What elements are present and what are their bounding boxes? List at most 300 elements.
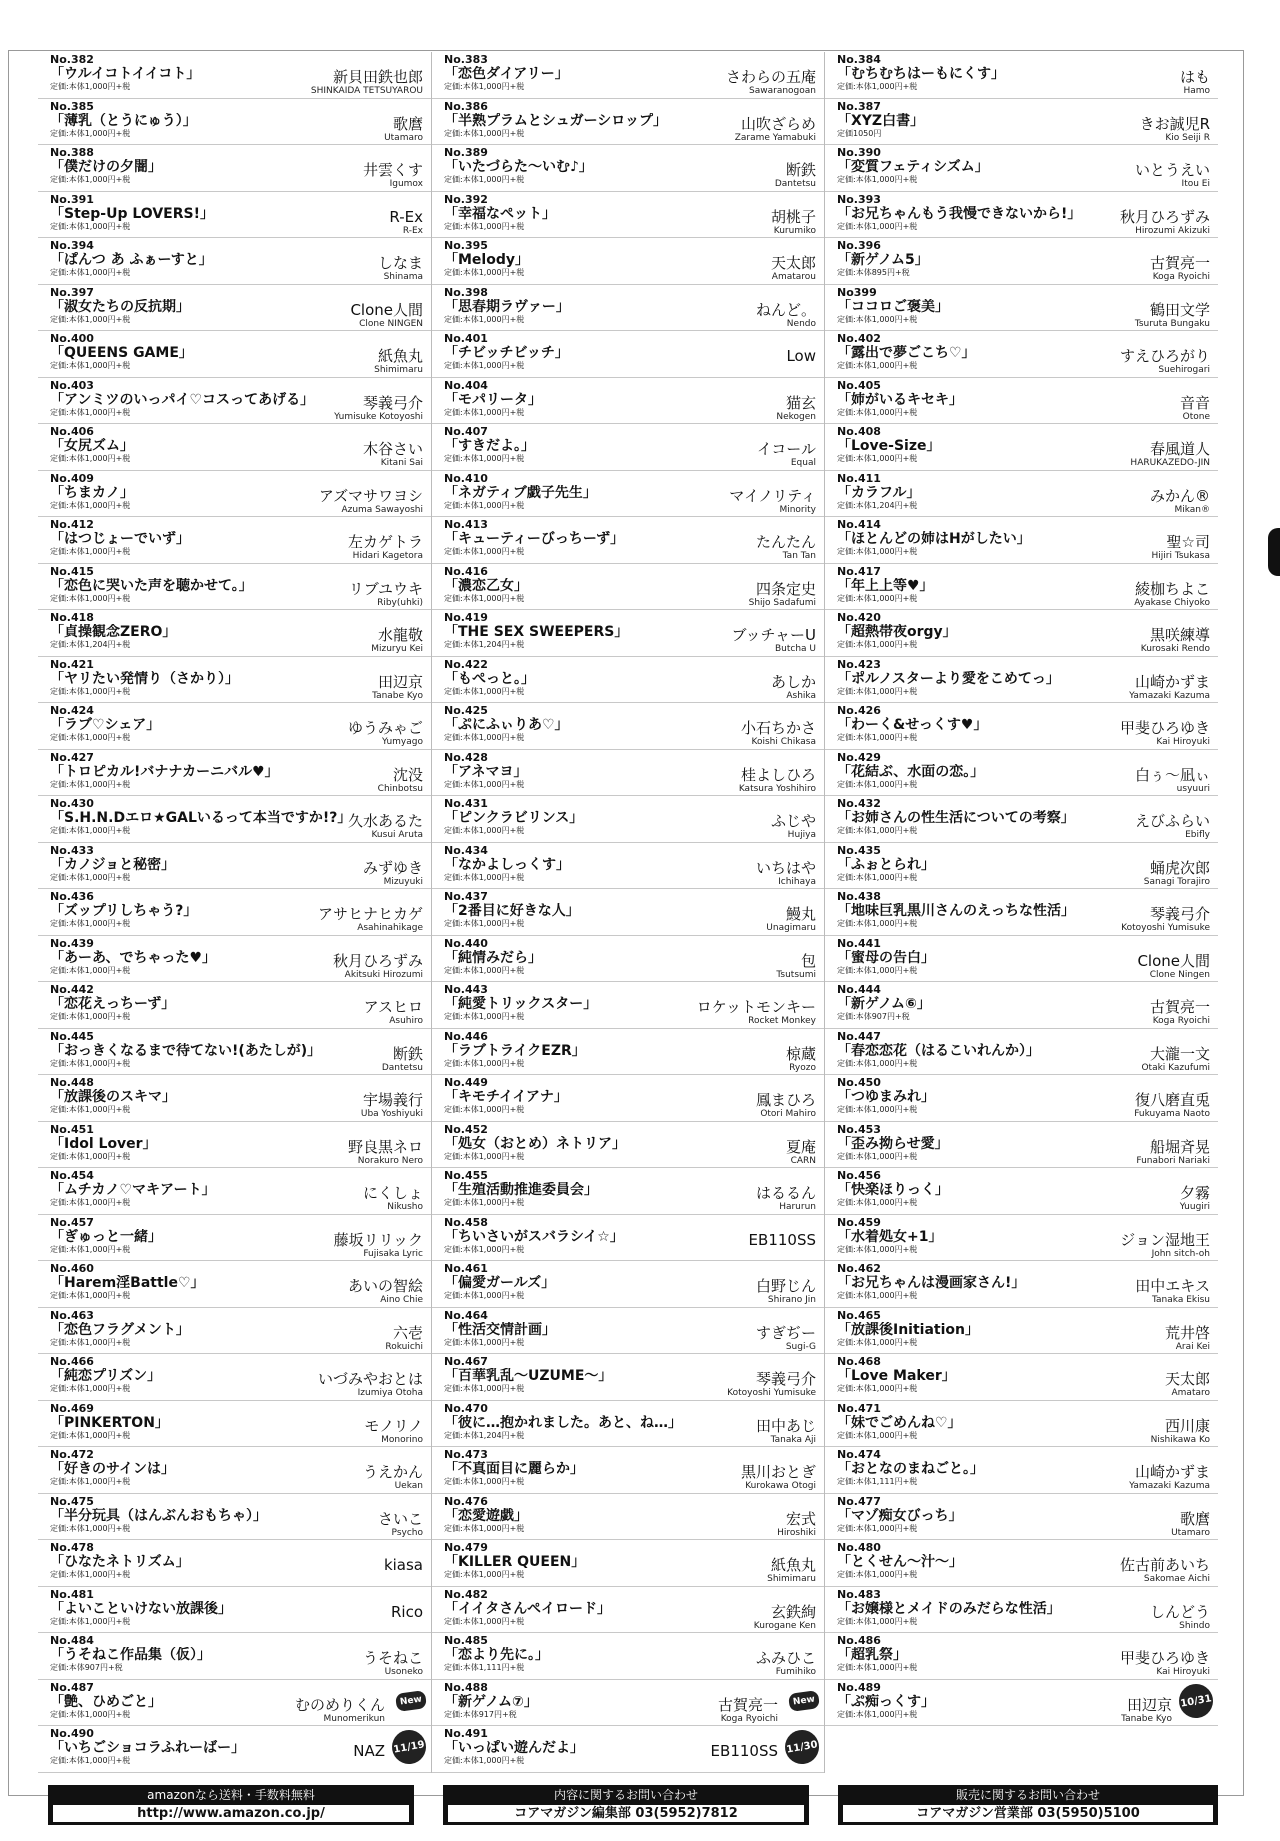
entry-price: 定価:本体895円+税 [837, 268, 910, 277]
entry-author-romaji: Otaki Kazufumi [1141, 1062, 1210, 1073]
entry-author: しなま [377, 254, 423, 272]
entry-price: 定価:本体1,000円+税 [837, 1430, 918, 1440]
entry-number: No.465 [837, 1308, 881, 1322]
entry-number: No.384 [837, 53, 881, 66]
entry-author-romaji: Zarame Yamabuki [734, 132, 816, 143]
entry-author-romaji: Rocket Monkey [748, 1016, 816, 1026]
entry-title: 「花結ぶ、水面の恋。」 [837, 763, 985, 780]
entry-author: 秋月ひろずみ [1119, 207, 1210, 226]
catalog-entry [38, 750, 431, 797]
entry-author: 小石ちかさ [740, 719, 816, 737]
catalog-entry [825, 750, 1218, 797]
entry-title: 「ひなたネトリズム」 [50, 1554, 190, 1570]
entry-author: R-Ex [389, 207, 423, 226]
entry-title: 「ぷ痴っくす」 [837, 1693, 935, 1710]
entry-author-romaji: Hiroshiki [777, 1527, 816, 1538]
entry-price: 定価:本体1,000円+税 [50, 1709, 131, 1719]
entry-author-romaji: Munomerikun [323, 1713, 385, 1724]
entry-title: 「アネマヨ」 [444, 763, 528, 780]
entry-title: 「生殖活動推進委員会」 [444, 1182, 598, 1198]
catalog-entry [38, 1401, 431, 1448]
entry-author: 復八磨直兎 [1134, 1091, 1210, 1109]
catalog-entry [825, 1215, 1218, 1262]
entry-author: えびふらい [1134, 812, 1210, 830]
entry-author: 木谷さい [362, 440, 423, 458]
entry-author: 水龍敬 [377, 626, 423, 644]
entry-author-romaji: Hirozumi Akizuki [1135, 225, 1210, 236]
footer-sales-contact: コアマガジン営業部 03(5950)5100 [843, 1805, 1213, 1822]
entry-title: 「ポルノスターより愛をこめてっ」 [837, 670, 1060, 687]
entry-author: 猫玄 [785, 393, 816, 412]
entry-price: 定価:本体1,000円+税 [444, 361, 525, 370]
entry-author: あいの智絵 [347, 1277, 423, 1295]
entry-number: No.403 [50, 378, 94, 392]
entry-number: No.389 [444, 146, 488, 159]
entry-author: ブッチャーU [731, 626, 816, 644]
entry-author-romaji: Yuugiri [1179, 1202, 1210, 1212]
entry-author-romaji: Arai Kei [1175, 1341, 1210, 1352]
entry-author: ふみひこ [755, 1649, 816, 1667]
catalog-entry [432, 1494, 824, 1541]
entry-price: 定価:本体1,000円+税 [50, 1570, 131, 1579]
entry-title: 「KILLER QUEEN」 [444, 1554, 586, 1570]
entry-price: 定価:本体1,000円+税 [837, 1058, 918, 1068]
entry-number: No.412 [50, 518, 94, 531]
entry-title: 「超熱帯夜orgy」 [837, 624, 957, 640]
entry-author: 船堀斉晃 [1149, 1137, 1210, 1156]
entry-price: 定価:本体1,000円+税 [50, 1523, 131, 1533]
entry-title: 「ズップリしちゃう?」 [50, 903, 198, 919]
entry-title: 「新ゲノム5」 [837, 252, 929, 268]
entry-author: 甲斐ひろゆき [1119, 1649, 1210, 1667]
entry-title: 「好きのサインは」 [50, 1461, 176, 1477]
entry-number: No.429 [837, 750, 881, 764]
release-badge: 10/31 [1176, 1681, 1215, 1720]
catalog-entry [825, 378, 1218, 425]
entry-number: No.426 [837, 704, 881, 717]
entry-title: 「ふぉとられ」 [837, 856, 935, 873]
entry-title: 「蜜母の告白」 [837, 949, 935, 966]
entry-number: No.482 [444, 1587, 488, 1601]
entry-price: 定価:本体1,000円+税 [444, 1756, 525, 1765]
entry-author: EB110SS [748, 1230, 816, 1249]
entry-number: No.445 [50, 1029, 94, 1043]
entry-price: 定価:本体1,000円+税 [50, 1430, 131, 1440]
entry-price: 定価:本体1,000円+税 [50, 361, 131, 370]
entry-number: No.475 [50, 1494, 94, 1508]
footer [48, 1785, 1218, 1825]
entry-number: No.453 [837, 1122, 881, 1136]
entry-number: No.397 [50, 285, 94, 299]
entry-price: 定価:本体1,000円+税 [444, 872, 525, 882]
entry-author: アスヒロ [363, 998, 423, 1016]
entry-number: No.468 [837, 1355, 881, 1368]
entry-number: No.488 [444, 1680, 488, 1694]
entry-author-romaji: Ashika [786, 690, 816, 701]
entry-price: 定価:本体1,000円+税 [837, 221, 918, 231]
entry-author-romaji: Sakomae Aichi [1143, 1574, 1210, 1584]
entry-number: No.483 [837, 1587, 881, 1601]
entry-author-romaji: Ebifly [1185, 830, 1210, 840]
entry-number: No.396 [837, 239, 881, 252]
entry-number: No.457 [50, 1215, 94, 1229]
entry-price: 定価:本体1,000円+税 [444, 1151, 525, 1161]
catalog-entry [825, 99, 1218, 146]
entry-title: 「ココロご褒美」 [837, 298, 949, 315]
entry-price: 定価:本体1,204円+税 [444, 640, 525, 649]
catalog-entry [825, 192, 1218, 239]
entry-title: 「恋花えっちーず」 [50, 996, 176, 1012]
entry-number: No.404 [444, 378, 488, 392]
entry-author-romaji: Sugi-G [785, 1341, 816, 1352]
entry-author-romaji: Mikan® [1174, 504, 1210, 515]
catalog-entry [825, 145, 1218, 192]
entry-title: 「ムチカノ♡マキアート」 [50, 1182, 216, 1198]
entry-price: 定価:本体1,000円+税 [837, 1244, 918, 1254]
entry-price: 定価:本体1,111円+税 [837, 1477, 918, 1486]
entry-price: 定価:本体1,000円+税 [444, 965, 525, 975]
entry-price: 定価:本体1,000円+税 [50, 1198, 131, 1207]
entry-number: No.473 [444, 1448, 488, 1461]
entry-number: No.415 [50, 564, 94, 578]
entry-price: 定価:本体1,000円+税 [50, 407, 131, 417]
catalog-entry [825, 564, 1218, 611]
entry-author-romaji: Suehirogari [1158, 365, 1210, 375]
entry-price: 定価:本体1,000円+税 [837, 1337, 918, 1347]
entry-number: No.401 [444, 332, 488, 345]
entry-title: 「水着処女+1」 [837, 1228, 943, 1245]
entry-number: No.392 [444, 192, 488, 206]
catalog-entry [432, 1122, 824, 1169]
catalog-entry [432, 1168, 824, 1215]
entry-price: 定価:本体1,000円+税 [444, 221, 525, 231]
entry-title: 「つゆまみれ」 [837, 1089, 935, 1105]
entry-author: きお誠児R [1139, 114, 1210, 133]
entry-price: 定価:本体1,000円+税 [444, 1291, 525, 1300]
entry-title: 「わーく&せっくす♥」 [837, 717, 988, 733]
entry-price: 定価:本体1,000円+税 [837, 919, 918, 928]
entry-price: 定価:本体1,000円+税 [50, 1291, 131, 1300]
catalog-entry [825, 424, 1218, 471]
entry-author: 夏庵 [785, 1137, 816, 1156]
entry-author-romaji: Akitsuki Hirozumi [344, 969, 423, 980]
release-badge: 11/30 [782, 1727, 821, 1766]
entry-price: 定価:本体1,000円+税 [50, 826, 131, 835]
entry-price: 定価:本体1,000円+税 [444, 407, 525, 417]
footer-amazon [48, 1785, 414, 1825]
entry-author-romaji: Mizuyuki [383, 876, 423, 887]
entry-author-romaji: Koishi Chikasa [751, 737, 816, 747]
entry-author-romaji: Ayakase Chiyoko [1134, 597, 1210, 608]
entry-author: いづみやおとは [317, 1370, 423, 1388]
entry-author: 琴義弓介 [1149, 905, 1210, 923]
entry-number: No.439 [50, 936, 94, 950]
entry-author-romaji: Utamaro [1171, 1527, 1210, 1538]
entry-number: No.487 [50, 1680, 94, 1694]
catalog-entry [432, 1447, 824, 1494]
entry-author-romaji: Fujisaka Lyric [363, 1248, 423, 1259]
catalog-entry [38, 657, 431, 704]
entry-title: 「すきだよ。」 [444, 438, 535, 454]
entry-title: 「Idol Lover」 [50, 1135, 157, 1152]
entry-author-romaji: Kurumiko [773, 225, 816, 236]
entry-author: はも [1179, 68, 1210, 86]
entry-title: 「女尻ズム」 [50, 438, 134, 454]
entry-author-romaji: Funabori Nariaki [1136, 1155, 1210, 1166]
entry-price: 定価:本体1,000円+税 [837, 593, 918, 603]
catalog-entry [825, 1447, 1218, 1494]
catalog-entry [38, 192, 431, 239]
entry-author: Rico [390, 1602, 423, 1621]
entry-author: 白野じん [755, 1277, 816, 1295]
entry-price: 定価:本体1,000円+税 [50, 221, 131, 231]
entry-title: 「百華乳乱〜UZUME〜」 [444, 1368, 613, 1384]
catalog-entry [825, 52, 1218, 99]
entry-author: 佐古前あいち [1119, 1556, 1210, 1574]
entry-author-romaji: Igumox [389, 179, 423, 189]
entry-author: 山吹ざらめ [740, 114, 816, 133]
entry-author-romaji: Kurokawa Otogi [745, 1481, 816, 1491]
entry-title: 「恋愛遊戯」 [444, 1507, 528, 1524]
entry-price: 定価:本体1,204円+税 [50, 640, 131, 649]
entry-author-romaji: Hamo [1183, 86, 1210, 96]
entry-author-romaji: Rokuichi [385, 1341, 423, 1352]
entry-author-romaji: Amataro [1171, 1388, 1210, 1398]
entry-title: 「お兄ちゃんもう我慢できないから!」 [837, 205, 1082, 222]
entry-title: 「アンミツのいっパイ♡コスってあげる」 [50, 391, 315, 408]
entry-price: 定価:本体1,000円+税 [50, 175, 131, 184]
catalog-entry [825, 1308, 1218, 1355]
entry-author-romaji: Butcha U [774, 644, 816, 654]
entry-title: 「歪み拗らせ愛」 [837, 1135, 949, 1152]
catalog-entry [825, 1540, 1218, 1587]
catalog-entry [432, 471, 824, 518]
entry-number: No.440 [444, 936, 488, 950]
catalog-entry [432, 192, 824, 239]
entry-number: No.462 [837, 1262, 881, 1275]
entry-price: 定価:本体1,000円+税 [50, 919, 131, 928]
entry-title: 「思春期ラヴァー」 [444, 298, 570, 315]
entry-title: 「マゾ痴女びっち」 [837, 1507, 963, 1524]
entry-author-romaji: Yamazaki Kazuma [1129, 1481, 1210, 1491]
entry-author: みずゆき [362, 858, 423, 877]
entry-author-romaji: Minority [779, 504, 816, 515]
catalog-entry [825, 1122, 1218, 1169]
entry-title: 「放課後のスキマ」 [50, 1089, 176, 1105]
entry-author-romaji: Otori Mahiro [760, 1109, 816, 1119]
entry-title: 「XYZ白書」 [837, 112, 925, 129]
page-edge-tab [1268, 528, 1280, 576]
entry-author-romaji: Ichihaya [778, 876, 816, 887]
entry-number: No.437 [444, 890, 488, 903]
entry-number: No.443 [444, 983, 488, 996]
entry-price: 定価:本体907円+税 [50, 1663, 123, 1672]
entry-author-romaji: Tsutsumi [776, 969, 816, 980]
entry-number: No.464 [444, 1308, 488, 1322]
catalog-entry [432, 1308, 824, 1355]
entry-price: 定価:本体1,000円+税 [50, 965, 131, 975]
entry-price: 定価:本体1,000円+税 [444, 1616, 525, 1626]
entry-price: 定価:本体1,000円+税 [50, 500, 131, 510]
entry-author: 黒咲練導 [1149, 626, 1210, 644]
entry-price: 定価:本体1,000円+税 [50, 1151, 131, 1161]
footer-editorial [443, 1785, 809, 1825]
entry-title: 「S.H.N.Dエロ★GALいるって本当ですか!?」 [50, 810, 352, 826]
entry-number: No.405 [837, 378, 881, 392]
entry-author-romaji: CARN [790, 1155, 816, 1166]
entry-author-romaji: SHINKAIDA TETSUYAROU [310, 86, 423, 96]
entry-author-romaji: Chinbotsu [377, 783, 423, 794]
catalog-entry [825, 331, 1218, 378]
catalog-entry [432, 1680, 824, 1727]
entry-author: 甲斐ひろゆき [1119, 719, 1210, 737]
catalog-entry [432, 1401, 824, 1448]
entry-author: 田中エキス [1135, 1277, 1210, 1295]
entry-number: No.385 [50, 99, 94, 113]
entry-title: 「ラブ♡シェア」 [50, 717, 161, 733]
entry-number: No.395 [444, 239, 488, 252]
catalog-entry [38, 1122, 431, 1169]
entry-title: 「新ゲノム⑥」 [837, 996, 931, 1012]
entry-author: ジョン湿地王 [1120, 1230, 1210, 1249]
entry-title: 「超乳祭」 [837, 1647, 907, 1663]
entry-title: 「半熟プラムとシュガーシロップ」 [444, 112, 668, 129]
entry-author: 桂よしひろ [740, 765, 816, 784]
entry-author-romaji: Kai Hiroyuki [1156, 1667, 1210, 1677]
entry-author-romaji: usyuuri [1176, 783, 1210, 794]
catalog-entry [38, 796, 431, 843]
catalog-entry [432, 238, 824, 285]
entry-author: 田中あじ [755, 1416, 816, 1435]
entry-title: 「Love-Size」 [837, 438, 941, 454]
catalog-entry [825, 843, 1218, 890]
entry-author-romaji: Tsuruta Bungaku [1134, 318, 1210, 329]
entry-title: 「純恋プリズン」 [50, 1368, 162, 1384]
entry-number: No.459 [837, 1215, 881, 1229]
entry-price: 定価:本体1,000円+税 [837, 547, 918, 556]
entry-author-romaji: Shindo [1179, 1620, 1210, 1631]
entry-number: No.414 [837, 518, 881, 531]
entry-price: 定価:本体1,000円+税 [444, 1570, 525, 1579]
entry-number: No.417 [837, 564, 881, 578]
entry-number: No.420 [837, 611, 881, 624]
catalog-entry [38, 1168, 431, 1215]
entry-title: 「2番目に好きな人」 [444, 903, 580, 919]
entry-author: アズマサワヨシ [318, 486, 423, 505]
catalog-entry [825, 1075, 1218, 1122]
entry-author-romaji: Clone Ningen [1149, 969, 1210, 980]
entry-price: 定価:本体1,000円+税 [837, 1384, 918, 1393]
entry-title: 「ぷにふぃりあ♡」 [444, 717, 569, 733]
entry-author: Clone人間 [350, 300, 423, 319]
entry-number: No.391 [50, 192, 94, 206]
footer-amazon-url[interactable]: http://www.amazon.co.jp/ [53, 1805, 409, 1822]
entry-price: 定価:本体1,000円+税 [837, 1616, 918, 1626]
entry-number: No.478 [50, 1541, 94, 1554]
catalog-entry [825, 936, 1218, 983]
entry-number: No.490 [50, 1727, 94, 1740]
entry-number: No.448 [50, 1076, 94, 1089]
entry-number: No.469 [50, 1401, 94, 1415]
entry-title: 「お兄ちゃんは漫画家さん!」 [837, 1275, 1026, 1291]
entry-title: 「ぎゅっと一緒」 [50, 1228, 162, 1245]
entry-author: 四条定史 [755, 579, 816, 598]
entry-price: 定価:本体1,000円+税 [837, 82, 918, 91]
entry-number: No.427 [50, 750, 94, 764]
catalog-entry [38, 936, 431, 983]
entry-title: 「うそねこ作品集（仮）」 [50, 1647, 211, 1663]
entry-price: 定価:本体1,000円+税 [837, 1291, 918, 1300]
entry-author: 断鉄 [785, 161, 816, 179]
entry-price: 定価:本体1,000円+税 [50, 779, 131, 789]
entry-author: いとうえい [1134, 161, 1210, 179]
entry-title: 「貞操観念ZERO」 [50, 624, 177, 640]
entry-author-romaji: Yumisuke Kotoyoshi [334, 411, 423, 422]
entry-price: 定価:本体1,000円+税 [837, 361, 918, 370]
catalog-column-3 [824, 52, 1218, 1773]
entry-title: 「露出で夢ごこち♡」 [837, 345, 976, 361]
entry-title: 「恋色ダイアリー」 [444, 66, 569, 82]
entry-author-romaji: Monorino [381, 1434, 423, 1445]
entry-author-romaji: Uekan [394, 1481, 423, 1491]
catalog-entry [825, 657, 1218, 704]
entry-author: 田辺京 [1126, 1695, 1172, 1714]
entry-author: 聖☆司 [1166, 533, 1210, 551]
entry-number: No.393 [837, 192, 881, 206]
catalog-entry [432, 657, 824, 704]
entry-number: No.382 [50, 53, 94, 66]
entry-author: kiasa [383, 1556, 423, 1574]
entry-number: No399 [837, 285, 877, 299]
entry-author-romaji: Nishikawa Ko [1150, 1434, 1210, 1445]
catalog-entry [432, 1261, 824, 1308]
entry-number: No.480 [837, 1541, 881, 1554]
entry-price: 定価:本体1,000円+税 [50, 1105, 131, 1114]
entry-author: 久水あるた [347, 812, 423, 830]
entry-title: 「ラブトライクEZR」 [444, 1042, 586, 1059]
entry-author-romaji: Tan Tan [782, 551, 816, 561]
entry-author-romaji: Norakuro Nero [357, 1155, 423, 1166]
entry-price: 定価:本体1,000円+税 [50, 1058, 131, 1068]
catalog-entry [432, 1029, 824, 1076]
entry-author-romaji: Asahinahikage [357, 923, 423, 933]
entry-title: 「ヤリたい発情り（さかり）」 [50, 670, 239, 687]
entry-price: 定価:本体1,000円+税 [50, 82, 131, 91]
entry-number: No.461 [444, 1262, 488, 1275]
entry-title: 「ネガティブ戯子先生」 [444, 484, 597, 501]
entry-title: 「春恋恋花（はるこいれんか）」 [837, 1042, 1040, 1059]
entry-title: 「キューティーびっちーず」 [444, 531, 625, 547]
entry-author: 天太郎 [770, 254, 816, 272]
entry-number: No.424 [50, 704, 94, 717]
entry-author-romaji: Kurogane Ken [753, 1620, 816, 1631]
entry-price: 定価:本体1,000円+税 [444, 593, 525, 603]
catalog-entry [38, 843, 431, 890]
catalog-entry [825, 1354, 1218, 1401]
entry-author-romaji: Psycho [391, 1527, 423, 1538]
entry-author-romaji: Tanaka Ekisu [1152, 1295, 1210, 1305]
catalog-column-2 [431, 52, 824, 1773]
entry-price: 定価:本体1,000円+税 [444, 1058, 525, 1068]
entry-number: No.470 [444, 1401, 488, 1415]
entry-author: 椋蔵 [785, 1044, 816, 1063]
catalog-entry [38, 99, 431, 146]
entry-number: No.394 [50, 239, 94, 252]
catalog-entry [432, 1726, 824, 1773]
entry-price: 定価:本体917円+税 [444, 1709, 517, 1719]
catalog-entry [38, 982, 431, 1029]
entry-price: 定価:本体1,000円+税 [50, 314, 131, 324]
